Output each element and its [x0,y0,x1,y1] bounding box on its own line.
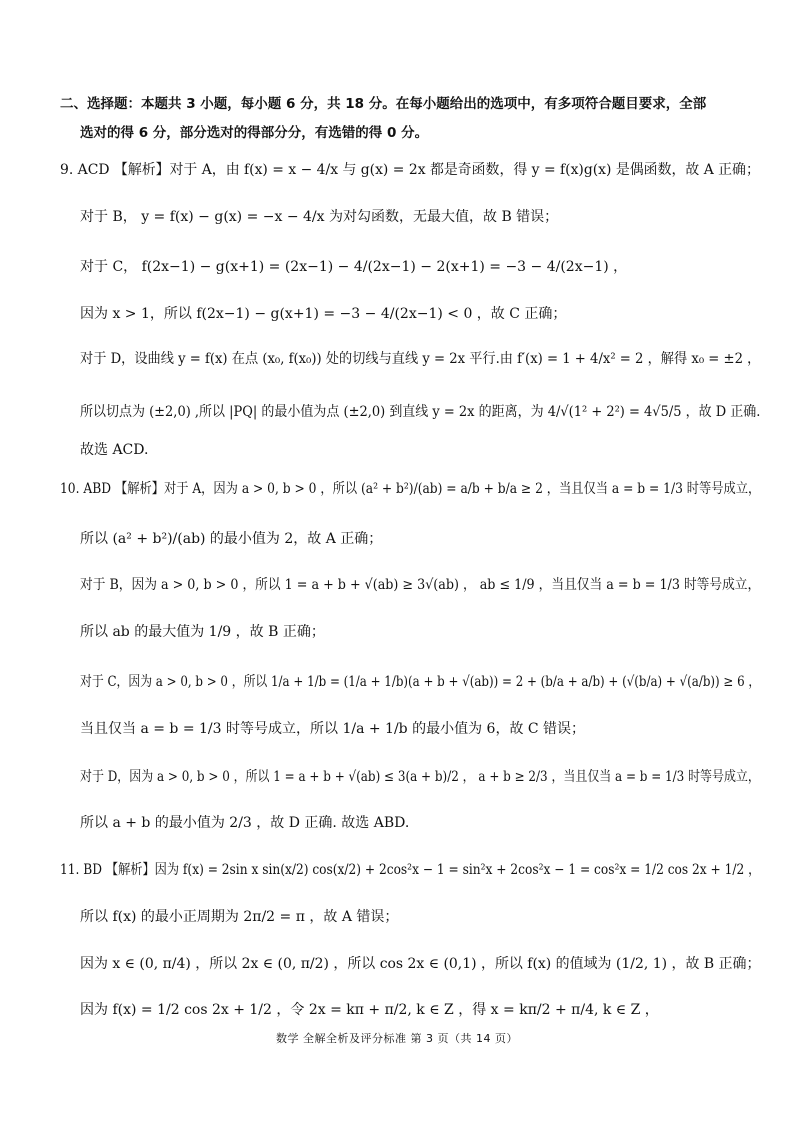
q10-line: 所以 ab 的最大值为 1/9 ，故 B 正确； [80,624,325,640]
q10-line: 所以 a + b 的最小值为 2/3 ，故 D 正确. 故选 ABD. [80,815,410,831]
q10-line: 10. ABD 【解析】对于 A，因为 a > 0, b > 0 ，所以 (a² + b²)/(ab) = a/b + b/a ≥ 2 ，当且仅当 a = b = 1/3 时等号成立， [60,481,761,497]
q11-line: 所以 f(x) 的最小正周期为 2π/2 = π ，故 A 错误； [80,909,399,925]
q9-line: 对于 D，设曲线 y = f(x) 在点 (x₀, f(x₀)) 处的切线与直线 y = 2x 平行.由 f′(x) = 1 + 4/x² = 2 ，解得 x₀ = ±2 ， [80,351,761,367]
q9-line: 因为 x > 1，所以 f(2x−1) − g(x+1) = −3 − 4/(2x−1) < 0 ，故 C 正确； [80,306,567,322]
q11-line: 因为 f(x) = 1/2 cos 2x + 1/2 ，令 2x = kπ + π/2, k ∈ Z ，得 x = kπ/2 + π/4, k ∈ Z ， [80,1002,659,1018]
q10-line: 对于 C，因为 a > 0, b > 0 ，所以 1/a + 1/b = (1/a + 1/b)(a + b + √(ab)) = 2 + (b/a + a/b) + (√(b/a) + √(a/b)) ≥ 6 ， [80,674,761,690]
page-footer: 数学 全解全析及评分标准 第 3 页（共 14 页） [276,1032,518,1045]
q10-line: 当且仅当 a = b = 1/3 时等号成立，所以 1/a + 1/b 的最小值为 6，故 C 错误； [80,721,586,737]
q9-line: 故选 ACD. [80,442,149,458]
section-heading-line-2: 选对的得 6 分，部分选对的得部分分，有选错的得 0 分。 [80,125,429,141]
q9-line: 对于 B， y = f(x) − g(x) = −x − 4/x 为对勾函数，无最大值，故 B 错误； [80,209,559,225]
q10-line: 所以 (a² + b²)/(ab) 的最小值为 2，故 A 正确； [80,531,383,547]
q9-line: 9. ACD 【解析】对于 A，由 f(x) = x − 4/x 与 g(x) = 2x 都是奇函数，得 y = f(x)g(x) 是偶函数，故 A 正确； [60,162,760,178]
q9-line: 所以切点为 (±2,0) ,所以 |PQ| 的最小值为点 (±2,0) 到直线 y = 2x 的距离，为 4/√(1² + 2²) = 4√5/5 ，故 D 正确. [80,404,761,420]
section-heading-line-1: 二、选择题：本题共 3 小题，每小题 6 分，共 18 分。在每小题给出的选项中，有多项符合题目要求，全部 [60,96,707,112]
q9-line: 对于 C， f(2x−1) − g(x+1) = (2x−1) − 4/(2x−1) − 2(x+1) = −3 − 4/(2x−1) ， [80,259,628,275]
q10-line: 对于 D，因为 a > 0, b > 0 ，所以 1 = a + b + √(ab) ≤ 3(a + b)/2 ， a + b ≥ 2/3 ，当且仅当 a = b = 1/3 时等号成立， [80,769,760,785]
q11-line: 11. BD 【解析】因为 f(x) = 2sin x sin(x/2) cos(x/2) + 2cos²x − 1 = sin²x + 2cos²x − 1 = cos²x = 1/2 cos 2x + 1/2 ， [60,862,761,878]
q11-line: 因为 x ∈ (0, π/4) ，所以 2x ∈ (0, π/2) ，所以 cos 2x ∈ (0,1) ，所以 f(x) 的值域为 (1/2, 1) ，故 B 正确； [80,956,761,972]
q10-line: 对于 B，因为 a > 0, b > 0 ，所以 1 = a + b + √(ab) ≥ 3√(ab) ， ab ≤ 1/9 ，当且仅当 a = b = 1/3 时等号成立， [80,577,761,593]
